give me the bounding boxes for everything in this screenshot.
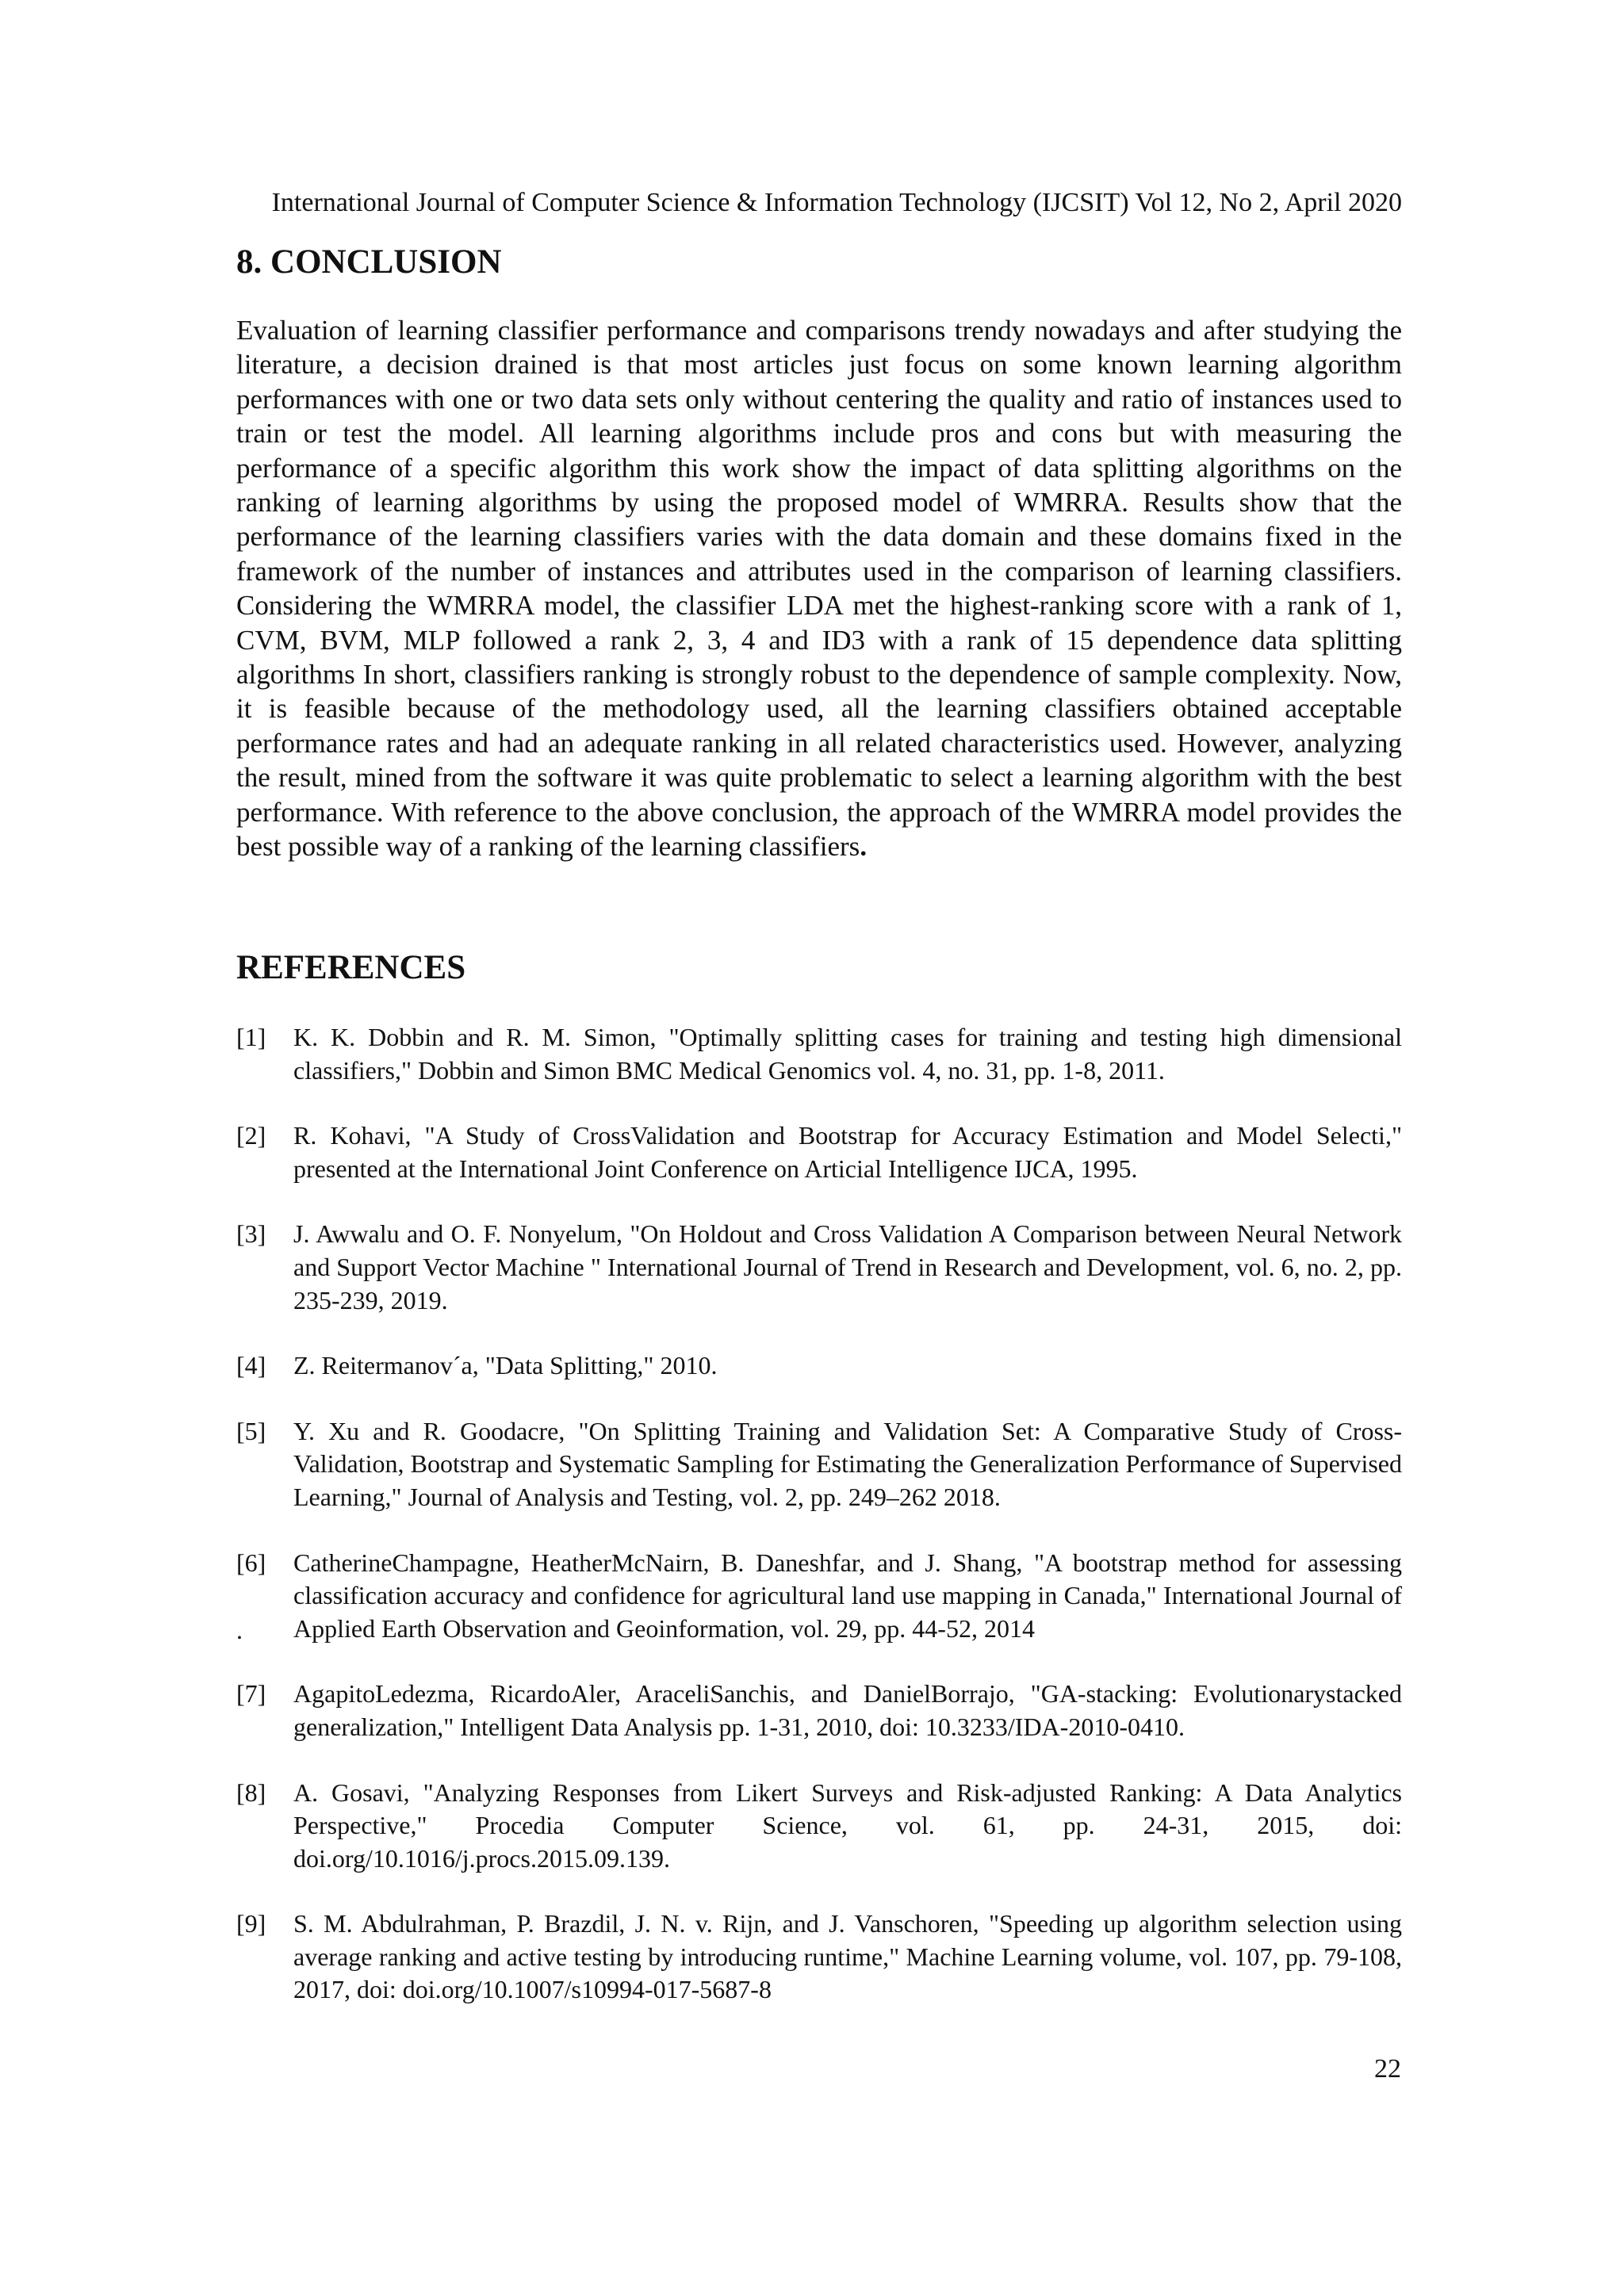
reference-text: CatherineChampagne, HeatherMcNairn, B. Daneshfar, and J. Shang, "A bootstrap method for assessing classification accuracy and confidence for agricultural land use mapping in Canada," International Journal of Applied Earth Observation and Geoinformation, vol. 29, pp. 44-52, 2014 [293,1548,1402,1643]
conclusion-number: 8. [236,243,270,281]
page-number: 22 [1374,2054,1401,2084]
reference-number: [3] [236,1219,266,1249]
reference-number: [7] [236,1679,266,1709]
references-heading [236,948,465,988]
reference-text: J. Awwalu and O. F. Nonyelum, "On Holdout and Cross Validation A Comparison between Neural Network and Support Vector Machine " International Journal of Trend in Research and Development, vol. 6, no. 2, pp. 235-239, 2019. [293,1219,1402,1314]
reference-number: [9] [236,1909,266,1938]
reference-item-8 [236,1777,1402,1876]
reference-list [236,1021,1402,2039]
reference-item-2 [236,1119,1402,1185]
reference-text: AgapitoLedezma, RicardoAler, AraceliSanchis, and DanielBorrajo, "GA-stacking: Evolutionarystacked generalization," Intelligent Data Analysis pp. 1-31, 2010, doi: 10.3233/IDA-2010-0410. [293,1679,1402,1741]
references-title-initial: R [236,949,262,986]
reference-item-7 [236,1678,1402,1743]
conclusion-heading [236,243,502,282]
conclusion-title-initial: C [270,243,296,281]
reference-number: [2] [236,1121,266,1150]
reference-number: [6] [236,1548,266,1577]
reference-text: A. Gosavi, "Analyzing Responses from Likert Surveys and Risk-adjusted Ranking: A Data Analytics Perspective," Procedia Computer Science, vol. 61, pp. 24-31, 2015, doi: doi.org/10.1016/j.procs.2015.09.139. [293,1777,1402,1873]
reference-item-3 [236,1218,1402,1317]
reference-number: [5] [236,1416,266,1445]
reference-text: Y. Xu and R. Goodacre, "On Splitting Training and Validation Set: A Comparative Study of Cross-Validation, Bootstrap and Systematic Sampling for Estimating the Generalization Performance of Supervised Learning," Journal of Analysis and Testing, vol. 2, pp. 249–262 2018. [293,1416,1402,1511]
references-title-rest: EFERENCES [261,949,466,986]
reference-text: K. K. Dobbin and R. M. Simon, "Optimally splitting cases for training and testing high dimensional classifiers," Dobbin and Simon BMC Medical Genomics vol. 4, no. 31, pp. 1-8, 2011. [293,1023,1402,1085]
running-header: International Journal of Computer Science & Information Technology (IJCSIT) Vol 12, No 2, April 2020 [271,188,1402,217]
conclusion-text: Evaluation of learning classifier performance and comparisons trendy nowadays and after studying the literature, a decision drained is that most articles just focus on some known learning algorithm performances with one or two data sets only without centering the quality and ratio of instances used to train or test the model. All learning algorithms include pros and cons but with measuring the performance of a specific algorithm this work show the impact of data splitting algorithms on the ranking of learning algorithms by using the proposed model of WMRRA. Results show that the performance of the learning classifiers varies with the data domain and these domains fixed in the framework of the number of instances and attributes used in the comparison of learning classifiers. Considering the WMRRA model, the classifier LDA met the highest-ranking score with a rank of 1, CVM, BVM, MLP followed a rank 2, 3, 4 and ID3 with a rank of 15 dependence data splitting algorithms In short, classifiers ranking is strongly robust to the dependence of sample complexity. Now, it is feasible because of the methodology used, all the learning classifiers obtained acceptable performance rates and had an adequate ranking in all related characteristics used. However, analyzing the result, mined from the software it was quite problematic to select a learning algorithm with the best performance. With reference to the above conclusion, the approach of the WMRRA model provides the best possible way of a ranking of the learning classifiers [236,315,1402,863]
reference-item-5 [236,1415,1402,1514]
reference-text: R. Kohavi, "A Study of CrossValidation and Bootstrap for Accuracy Estimation and Model Selecti," presented at the International Joint Conference on Articial Intelligence IJCA, 1995. [293,1121,1402,1183]
reference-number: [8] [236,1777,266,1807]
reference-text: Z. Reitermanov´a, "Data Splitting," 2010. [293,1351,718,1380]
reference-text: S. M. Abdulrahman, P. Brazdil, J. N. v. Rijn, and J. Vanschoren, "Speeding up algorithm selection using average ranking and active testing by introducing runtime," Machine Learning volume, vol. 107, pp. 79-108, 2017, doi: doi.org/10.1007/s10994-017-5687-8 [293,1909,1402,2004]
conclusion-final-period: . [860,831,868,863]
reference-item-9 [236,1908,1402,2007]
conclusion-paragraph [236,313,1402,864]
reference-item-4 [236,1349,1402,1383]
reference-number: [1] [236,1023,266,1051]
conclusion-title-rest: ONCLUSION [295,243,502,281]
stray-period-mark: . [236,1616,243,1644]
reference-item-6 [236,1547,1402,1646]
reference-item-1 [236,1021,1402,1087]
reference-number: [4] [236,1351,266,1380]
